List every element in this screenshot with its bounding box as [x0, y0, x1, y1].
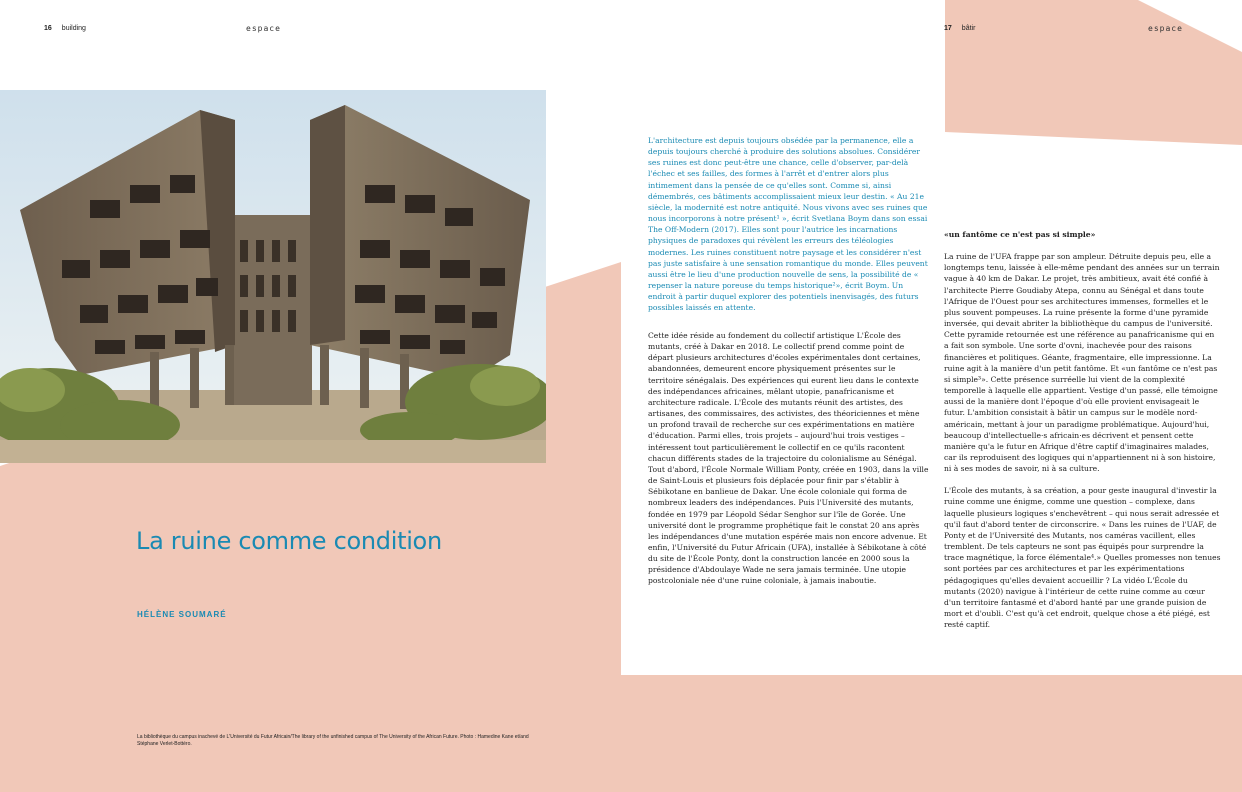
body-col2-paragraph-1: La ruine de l'UFA frappe par son ampleur. Détruite depuis peu, elle a longtemps tenu, laissée à elle-même pendant des années sur un terrain vague à 40 km de Dakar. Le projet, très ambitieux, avait été confié à l'architecte Pierre Goudiaby Atepa, connu au Sénégal et dans toute l'Afrique de l'Ouest pour ses architectures immenses, formelles et le plus souvent pompeuses. La ruine présente la forme d'une pyramide inversée, qui devait abriter la bibliothèque du campus de l'université. Cette pyramide retournée est une référence au panafricanisme qui en a fait son symbole. Une sorte d'ovni, inachevée pour des raisons financières et politiques. Géante, fragmentaire, elle impressionne. La ruine agit à la manière d'un petit fantôme. Et «un fantôme ce n'est pas si simple³». Cette présence surréelle lui vient de la complexité temporelle à laquelle elle appartient. Vestige d'un passé, elle témoigne aussi de la manière dont l'époque d'où elle provient envisageait le futur. L'ambition consistait à bâtir un campus sur le modèle nord-américain, mettant à jour un paradigme problématique. Aujourd'hui, beaucoup d'intellectuelle·s africain·es décrivent et pensent cette manière qu'a le futur en Afrique d'être captif d'imaginaires malades, car ils reproduisent des logiques qui n'appartiennent ni à son histoire, ni à ses modes de savoir, ni à sa culture. [944, 252, 1220, 474]
right-page-number: 17 [944, 25, 952, 32]
intro-paragraph [648, 135, 930, 324]
ruin-photograph [0, 90, 546, 463]
right-section-label: bâtir [961, 25, 976, 32]
subheading: «un fantôme ce n'est pas si simple» [944, 230, 1096, 239]
right-folio [944, 25, 975, 32]
left-folio [44, 25, 86, 32]
photo-caption: La bibliothèque du campus inachevé de L'Université du Futur Africain/The library of the unfinished campus of The University of the African Future. Photo : Hamedine Kane et/and Stéphane Verlet-Bottéro. [137, 734, 529, 747]
left-magazine-name: espace [246, 24, 281, 33]
left-page-number: 16 [44, 25, 52, 32]
body-column-1 [648, 330, 930, 597]
article-author: HÉLÈNE SOUMARÉ [137, 610, 227, 619]
body-col2-paragraph-2: L'École des mutants, à sa création, a pour geste inaugural d'investir la ruine comme une énigme, comme une question – complexe, dans laquelle plusieurs logiques s'enchevêtrent – qui nous serait adressée et qu'il faut d'abord tenter de circonscrire. « Dans les ruines de l'UAF, de Ponty et de l'Université des Mutants, nos caméras vacillent, elles tremblent. De tels capteurs ne sont pas équipés pour surprendre la trace magnétique, la force élémentale⁴.» Quelles promesses non tenues sont portées par ces architectures et par les expérimentations pédagogiques qu'elles devaient accueillir ? La vidéo L'École du mutants (2020) navigue à l'intérieur de cette ruine comme au cœur d'un territoire fantasmé et d'abord hanté par une grande puision de mort et d'oubli. C'est qu'à cet endroit, quelque chose a été piégé, est resté captif. [944, 486, 1221, 630]
article-title: La ruine comme condition [136, 527, 442, 555]
body-column-2 [944, 229, 1221, 641]
body-col1-text: Cette idée réside au fondement du collectif artistique L'École des mutants, créé à Dakar en 2018. Le collectif prend comme point de départ plusieurs architectures d'écoles expérimentales dont certaines, abandonnées, demeurent encore physiquement présentes sur le territoire sénégalais. Des expériences qui eurent lieu dans le contexte des indépendances africaines, mêlant utopie, panafricanisme et architecture radicale. L'École des mutants réunit des artistes, des artisanes, des commissaires, des activistes, des théoriciennes et mène un profond travail de recherche sur ces expérimentations en matière d'éducation. Parmi elles, trois projets – aujourd'hui trois vestiges – intéressent tout particulièrement le collectif en ce qu'ils racontent chacun différents stades de la trajectoire du colonialisme au Sénégal. Tout d'abord, l'École Normale William Ponty, créée en 1903, dans la ville de Saint-Louis et plusieurs fois déplacée pour finir par s'établir à Sébikotane en banlieue de Dakar. Une école coloniale qui forma de nombreux leaders des indépendances. Puis l'Université des mutants, fondée en 1979 par Léopold Sédar Senghor sur l'île de Gorée. Une université dont le programme prophétique fait le constat 20 ans après les indépendances d'une mutation espérée mais non encore advenue. Et enfin, l'Université du Futur Africain (UFA), installée à Sébikotane à côté du site de l'École Ponty, dont la construction lancée en 2000 sous la présidence d'Abdoulaye Wade ne sera jamais terminée. Une utopie postcoloniale née d'une ruine coloniale, à jamais inaboutie. [648, 331, 929, 586]
left-section-label: building [61, 25, 86, 32]
intro-text: L'architecture est depuis toujours obsédée par la permanence, elle a depuis toujours cherché à produire des solutions absolues. Considérer ses ruines est donc peut-être une chance, celle d'observer, par-delà l'échec et ses failles, des formes à l'arrêt et d'entrer alors plus intimement dans la pensée de ce qu'elles sont. Comme si, ainsi démembrés, ces bâtiments accomplissaient mieux leur destin. « Au 21e siècle, la modernité est notre antiquité. Nous vivons avec ses ruines que nous incorporons à notre présent¹ », écrit Svetlana Boym dans son essai The Off-Modern (2017). Elles sont pour l'autrice les incarnations physiques de paradoxes qui révèlent les erreurs des téléologies modernes. Les ruines constituent notre paysage et les considérer n'est pas juste satisfaire à une sensation romantique du monde. Elles peuvent aussi être le lieu d'une production nouvelle de sens, la possibilité de « repenser la nature poreuse du temps historique²», écrit Boym. Un endroit à partir duquel explorer des potentiels inenvisagés, des futurs possibles laissés en attente. [648, 136, 928, 313]
right-magazine-name: espace [1148, 24, 1183, 33]
